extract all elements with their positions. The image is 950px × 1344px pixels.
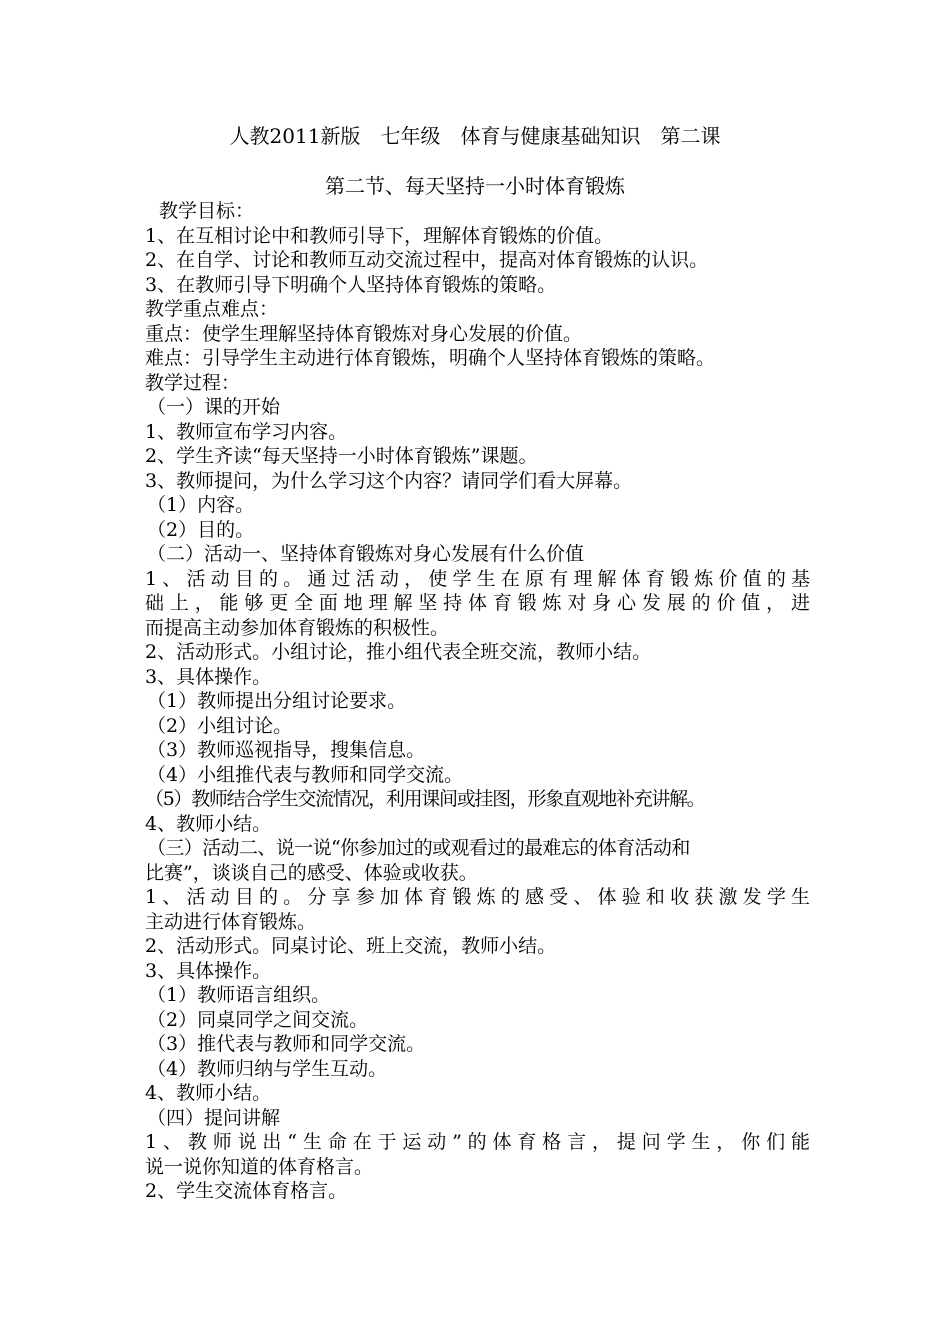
section-title: 第二节、每天坚持一小时体育锻炼 [325, 174, 625, 198]
text-line: （5）教师结合学生交流情况，利用课间或挂图，形象直观地补充讲解。 [145, 788, 705, 810]
text-line: 3、具体操作。 [145, 959, 272, 982]
text-line: （2）目的。 [147, 518, 255, 541]
text-line: 3、教师提问，为什么学习这个内容？请同学们看大屏幕。 [145, 469, 633, 492]
text-line: （1）内容。 [147, 494, 255, 516]
text-line: 1、活动目的。通过活动，使学生在原有理解体育锻炼价值的基 [145, 567, 810, 590]
heading-key-points: 教学重点难点： [145, 298, 279, 320]
text-line: 3、在教师引导下明确个人坚持体育锻炼的策略。 [145, 273, 557, 296]
text-line: 比赛”，谈谈自己的感受、体验或收获。 [145, 861, 478, 884]
subheading-part-2: （二）活动一、坚持体育锻炼对身心发展有什么价值 [147, 543, 585, 565]
text-line: 1、教师宣布学习内容。 [145, 420, 348, 443]
heading-objectives: 教学目标： [159, 200, 255, 222]
text-line: （1）教师提出分组讨论要求。 [147, 690, 407, 712]
text-line: 4、教师小结。 [145, 812, 272, 835]
text-line: 4、教师小结。 [145, 1082, 272, 1104]
heading-process: 教学过程： [145, 371, 241, 394]
document-title: 人教2011新版 七年级 体育与健康基础知识 第二课 [229, 124, 721, 148]
text-line: 重点：使学生理解坚持体育锻炼对身心发展的价值。 [145, 322, 583, 345]
text-line: 2、活动形式。小组讨论，推小组代表全班交流，教师小结。 [145, 641, 652, 663]
subheading-part-1: （一）课的开始 [147, 396, 281, 418]
text-line: 而提高主动参加体育锻炼的积极性。 [145, 616, 450, 639]
text-line: 3、具体操作。 [145, 665, 272, 688]
text-line: （4）教师归纳与学生互动。 [147, 1057, 388, 1080]
text-line: （2）同桌同学之间交流。 [147, 1008, 369, 1031]
subheading-part-4: （四）提问讲解 [147, 1106, 281, 1129]
text-line: （3）教师巡视指导，搜集信息。 [147, 739, 426, 761]
text-line: 难点：引导学生主动进行体育锻炼，明确个人坚持体育锻炼的策略。 [145, 347, 716, 369]
text-line: 1、活动目的。分享参加体育锻炼的感受、体验和收获激发学生 [145, 886, 810, 908]
text-line: 2、在自学、讨论和教师互动交流过程中，提高对体育锻炼的认识。 [145, 249, 709, 271]
text-line: 主动进行体育锻炼。 [145, 910, 317, 933]
text-line: （1）教师语言组织。 [147, 984, 331, 1006]
text-line: 2、学生齐读“每天坚持一小时体育锻炼”课题。 [145, 445, 538, 467]
text-line: （3）推代表与教师和同学交流。 [147, 1033, 426, 1055]
text-line: 说一说你知道的体育格言。 [145, 1155, 374, 1178]
text-line: 1、在互相讨论中和教师引导下，理解体育锻炼的价值。 [145, 224, 614, 247]
text-line: 1、教师说出“生命在于运动”的体育格言，提问学生，你们能 [145, 1131, 810, 1153]
document-body [145, 199, 810, 1204]
text-line: （4）小组推代表与教师和同学交流。 [147, 763, 464, 786]
subheading-part-3: （三）活动二、说一说“你参加过的或观看过的最难忘的体育活动和 [147, 837, 690, 859]
text-line: 2、学生交流体育格言。 [145, 1180, 348, 1202]
text-line: 础上，能够更全面地理解坚持体育锻炼对身心发展的价值，进 [145, 592, 810, 614]
text-line: 2、活动形式。同桌讨论、班上交流，教师小结。 [145, 935, 557, 957]
text-line: （2）小组讨论。 [147, 714, 293, 737]
